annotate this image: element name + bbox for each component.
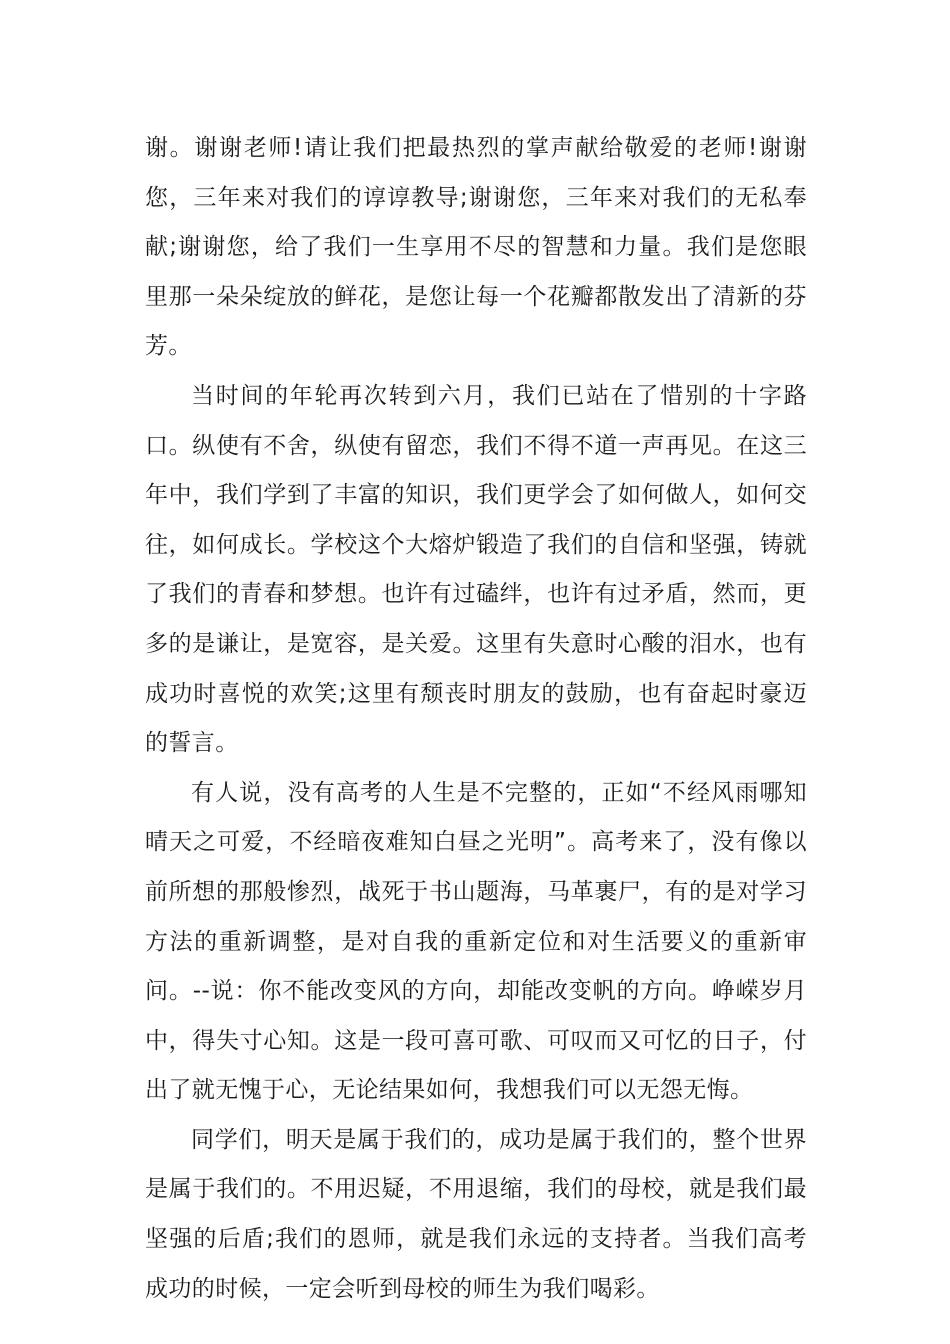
document-body — [145, 124, 807, 1314]
paragraph-future: 同学们，明天是属于我们的，成功是属于我们的，整个世界是属于我们的。不用迟疑，不用退缩，我们的母校，就是我们最坚强的后盾;我们的恩师，就是我们永远的支持者。当我们高考成功的时候，一定会听到母校的师生为我们喝彩。 — [145, 1126, 807, 1302]
paragraph-gratitude: 谢。谢谢老师!请让我们把最热烈的掌声献给敬爱的老师!谢谢您，三年来对我们的谆谆教导;谢谢您，三年来对我们的无私奉献;谢谢您，给了我们一生享用不尽的智慧和力量。我们是您眼里那一朵朵绽放的鲜花，是您让每一个花瓣都散发出了清新的芬芳。 — [145, 135, 807, 360]
paragraph-exam-reflection: 有人说，没有高考的人生是不完整的，正如“不经风雨哪知晴天之可爱，不经暗夜难知白昼之光明”。高考来了，没有像以前所想的那般惨烈，战死于书山题海，马革裹尸，有的是对学习方法的重新调整，是对自我的重新定位和对生活要义的重新审问。--说：你不能改变风的方向，却能改变帆的方向。峥嵘岁月中，得失寸心知。这是一段可喜可歌、可叹而又可忆的日子，付出了就无愧于心，无论结果如何，我想我们可以无怨无悔。 — [145, 779, 807, 1104]
paragraph-farewell: 当时间的年轮再次转到六月，我们已站在了惜别的十字路口。纵使有不舍，纵使有留恋，我们不得不道一声再见。在这三年中，我们学到了丰富的知识，我们更学会了如何做人，如何交往，如何成长。学校这个大熔炉锻造了我们的自信和坚强，铸就了我们的青春和梦想。也许有过磕绊，也许有过矛盾，然而，更多的是谦让，是宽容，是关爱。这里有失意时心酸的泪水，也有成功时喜悦的欢笑;这里有颓丧时朋友的鼓励，也有奋起时豪迈的誓言。 — [145, 382, 807, 757]
